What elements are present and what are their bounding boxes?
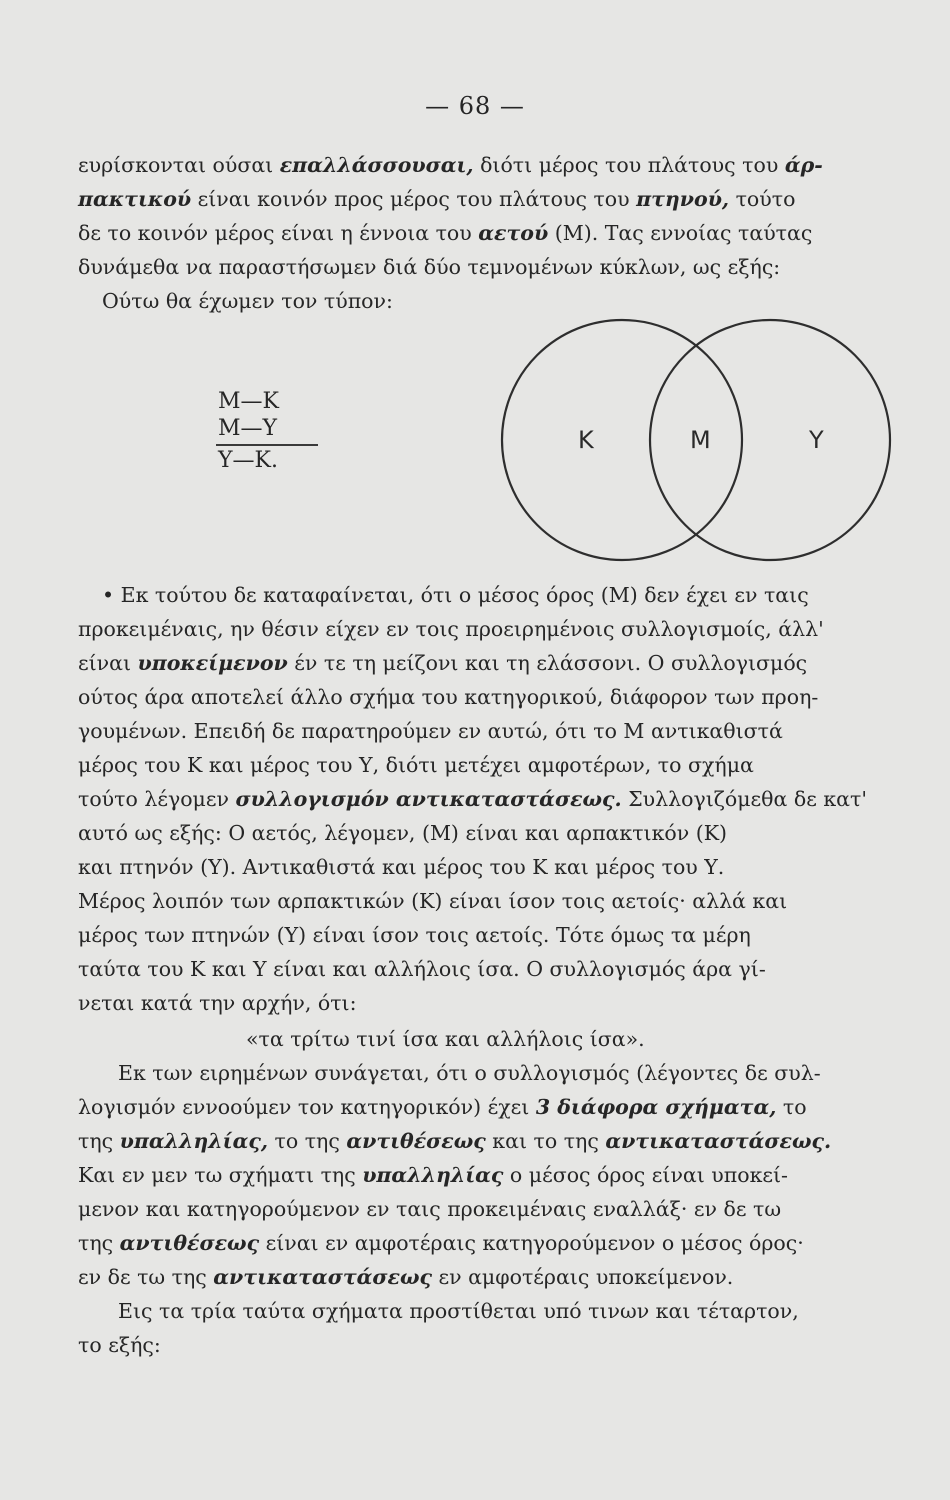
- right-circle: [650, 320, 890, 560]
- intro-paragraph: [78, 148, 908, 318]
- text-run: είναι: [78, 651, 138, 675]
- text-run: Ούτω θα έχωμεν τον τύπον:: [102, 289, 393, 313]
- conclusion-line: [78, 1124, 908, 1158]
- conclusion-paragraph: [78, 1056, 908, 1294]
- body-line: [78, 850, 908, 884]
- body-line: [78, 578, 908, 612]
- emphasis-term: άρ-: [784, 153, 823, 177]
- text-run: μέρος του Κ και μέρος του Υ, διότι μετέχει αμφοτέρων, το σχήμα: [78, 753, 754, 777]
- text-run: εν αμφοτέραις υποκείμενον.: [431, 1265, 734, 1289]
- conclusion-line: [78, 1090, 908, 1124]
- text-run: • Εκ τούτου δε καταφαίνεται, ότι ο μέσος όρος (Μ) δεν έχει εν ταις: [102, 583, 809, 607]
- text-run: ο μέσος όρος είναι υποκεί-: [503, 1163, 788, 1187]
- text-run: Εις τα τρία ταύτα σχήματα προστίθεται υπό τινων και τέταρτον,: [118, 1299, 799, 1323]
- text-run: ταύτα του Κ και Υ είναι και αλλήλοις ίσα. Ο συλλογισμός άρα γί-: [78, 957, 766, 981]
- text-run: γουμένων. Επειδή δε παρατηρούμεν εν αυτώ, ότι το Μ αντικαθιστά: [78, 719, 783, 743]
- body-line: [78, 816, 908, 850]
- emphasis-term: αντιθέσεως: [346, 1129, 486, 1153]
- emphasis-term: αντικαταστάσεως: [213, 1265, 432, 1289]
- page-number: — 68 —: [425, 92, 525, 120]
- conclusion-line: [78, 1158, 908, 1192]
- text-run: της: [78, 1231, 120, 1255]
- conclusion-line: [78, 1226, 908, 1260]
- premise-minor: Μ—Υ: [218, 416, 278, 441]
- text-run: μενον και κατηγορούμενον εν ταις προκειμέναις εναλλάξ· εν δε τω: [78, 1197, 782, 1221]
- emphasis-term: υποκείμενον: [137, 651, 288, 675]
- syllogism-schema: [218, 388, 318, 474]
- text-run: νεται κατά την αρχήν, ότι:: [78, 991, 357, 1015]
- text-run: και πτηνόν (Υ). Αντικαθιστά και μέρος του Κ και μέρος του Υ.: [78, 855, 725, 879]
- conclusion-rule: [216, 444, 318, 446]
- text-run: έν τε τη μείζονι και τη ελάσσονι. Ο συλλογισμός: [287, 651, 808, 675]
- body-line: [78, 612, 908, 646]
- text-run: της: [78, 1129, 120, 1153]
- text-run: ευρίσκονται ούσαι: [78, 153, 280, 177]
- text-run: Μέρος λοιπόν των αρπακτικών (Κ) είναι ίσον τοις αετοίς· αλλά και: [78, 889, 788, 913]
- text-run: εν δε τω της: [78, 1265, 214, 1289]
- text-run: προκειμέναις, ην θέσιν είχεν εν τοις προειρημένοις συλλογισμοίς, άλλ': [78, 617, 824, 641]
- text-run: (Μ). Τας εννοίας ταύτας: [548, 221, 813, 245]
- emphasis-term: πτηνού,: [636, 187, 730, 211]
- label-right: Υ: [809, 426, 824, 454]
- final-line: [78, 1294, 908, 1328]
- emphasis-term: αντικαταστάσεως.: [605, 1129, 832, 1153]
- premise-major: Μ—Κ: [218, 389, 279, 414]
- emphasis-term: πακτικού: [78, 187, 192, 211]
- text-run: και το της: [485, 1129, 606, 1153]
- emphasis-term: υπαλληλίας: [362, 1163, 504, 1187]
- text-run: τούτο: [729, 187, 796, 211]
- body-line: [78, 884, 908, 918]
- label-left: Κ: [578, 426, 594, 454]
- text-run: το εξής:: [78, 1333, 161, 1357]
- body-paragraph: [78, 578, 908, 1020]
- text-run: Και εν μεν τω σχήματι της: [78, 1163, 363, 1187]
- final-paragraph: [78, 1294, 908, 1362]
- body-line: [78, 680, 908, 714]
- conclusion-line: [78, 1192, 908, 1226]
- body-line: [78, 748, 908, 782]
- text-run: είναι εν αμφοτέραις κατηγορούμενον ο μέσος όρος·: [259, 1231, 804, 1255]
- quote-line: «τα τρίτω τινί ίσα και αλλήλοις ίσα».: [246, 1027, 645, 1051]
- emphasis-term: επαλλάσσουσαι,: [279, 153, 474, 177]
- emphasis-term: αντιθέσεως: [119, 1231, 260, 1255]
- intro-line: [78, 182, 908, 216]
- body-line: [78, 986, 908, 1020]
- venn-diagram: [498, 306, 898, 586]
- intro-line: [78, 216, 908, 250]
- text-run: μέρος των πτηνών (Υ) είναι ίσον τοις αετοίς. Τότε όμως τα μέρη: [78, 923, 751, 947]
- text-run: το: [776, 1095, 807, 1119]
- text-run: Εκ των ειρημένων συνάγεται, ότι ο συλλογισμός (λέγοντες δε συλ-: [118, 1061, 821, 1085]
- conclusion: Υ—Κ.: [218, 447, 278, 473]
- final-line: [78, 1328, 908, 1362]
- emphasis-term: συλλογισμόν αντικαταστάσεως.: [235, 787, 622, 811]
- intro-line: [78, 148, 908, 182]
- emphasis-term: υπαλληλίας,: [119, 1129, 268, 1153]
- body-line: [78, 646, 908, 680]
- text-run: ούτος άρα αποτελεί άλλο σχήμα του κατηγορικού, διάφορον των προη-: [78, 685, 819, 709]
- conclusion-line: [78, 1260, 908, 1294]
- body-line: [78, 918, 908, 952]
- body-line: [78, 952, 908, 986]
- text-run: αυτό ως εξής: Ο αετός, λέγομεν, (Μ) είναι και αρπακτικόν (Κ): [78, 821, 728, 845]
- text-run: Συλλογιζόμεθα δε κατ': [621, 787, 867, 811]
- principle-quote: [78, 1022, 908, 1056]
- text-run: είναι κοινόν προς μέρος του πλάτους του: [191, 187, 637, 211]
- conclusion-line: [78, 1056, 908, 1090]
- intro-line: [78, 250, 908, 284]
- text-run: διότι μέρος του πλάτους του: [473, 153, 785, 177]
- label-middle: Μ: [690, 426, 711, 454]
- emphasis-term: 3 διάφορα σχήματα,: [535, 1095, 777, 1119]
- text-run: δυνάμεθα να παραστήσωμεν διά δύο τεμνομένων κύκλων, ως εξής:: [78, 255, 781, 279]
- text-run: λογισμόν εννοούμεν τον κατηγορικόν) έχει: [78, 1095, 536, 1119]
- body-line: [78, 782, 908, 816]
- text-run: τούτο λέγομεν: [78, 787, 236, 811]
- text-run: δε το κοινόν μέρος είναι η έννοια του: [78, 221, 479, 245]
- emphasis-term: αετού: [478, 221, 549, 245]
- body-line: [78, 714, 908, 748]
- text-run: το της: [267, 1129, 347, 1153]
